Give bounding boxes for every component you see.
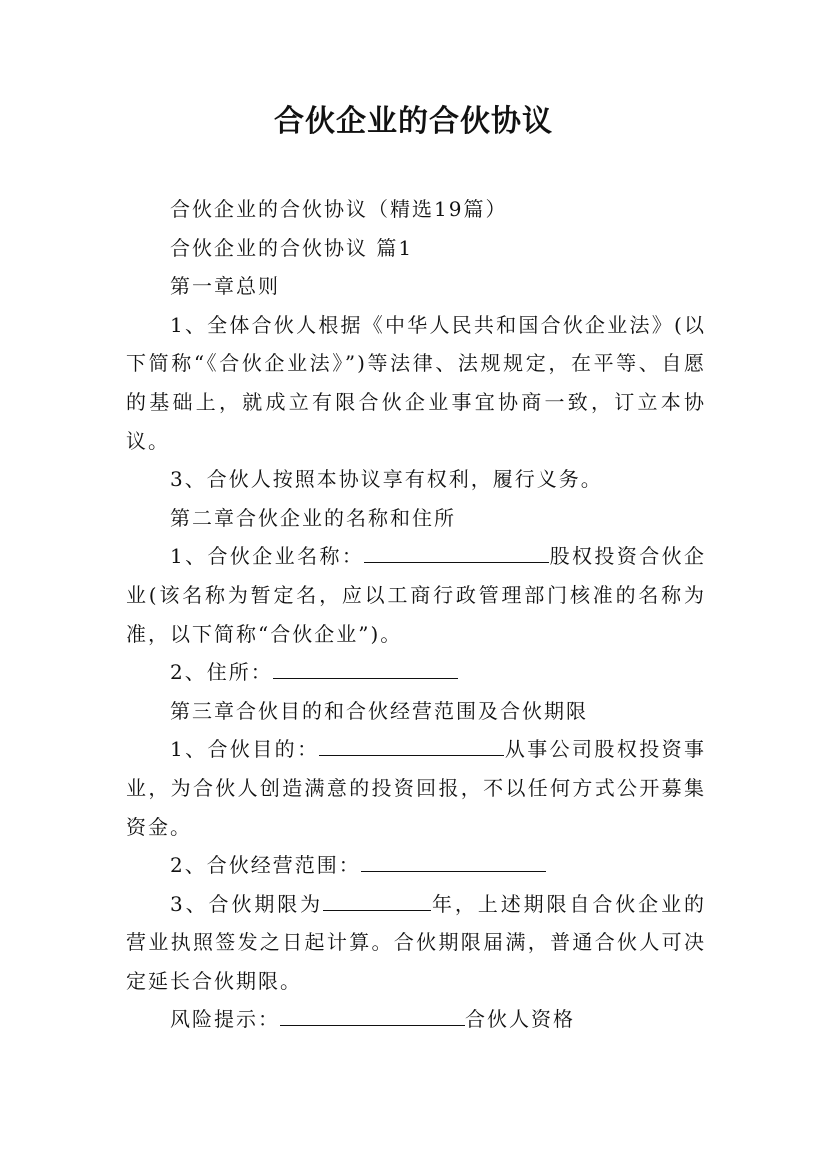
paragraph-clause-scope xyxy=(126,846,706,885)
document-title: 合伙企业的合伙协议 xyxy=(274,104,553,139)
paragraph-subtitle: 合伙企业的合伙协议（精选19篇） xyxy=(170,197,508,221)
clause-text: 3、合伙期限为 xyxy=(170,891,324,916)
paragraph-section-purpose: 第三章合伙目的和合伙经营范围及合伙期限 xyxy=(170,698,588,723)
fill-blank-line xyxy=(280,1001,465,1026)
paragraph-risk-notice xyxy=(126,1000,706,1039)
paragraph-section-name-address: 第二章合伙企业的名称和住所 xyxy=(170,505,456,530)
paragraph-clause-name xyxy=(126,537,706,653)
clause-text: 从事公司股权投资事业，为合伙人创造满意的投资回报，不以任何方式公开募集资金。 xyxy=(126,737,706,839)
paragraph-section-general: 第一章总则 xyxy=(170,274,280,299)
document-body xyxy=(126,190,706,1039)
clause-text: 2、合伙经营范围： xyxy=(170,853,361,878)
clause-text: 1、合伙目的： xyxy=(170,737,320,762)
clause-text: 1、合伙企业名称： xyxy=(170,544,365,569)
clause-text: 合伙人资格 xyxy=(465,1007,575,1032)
paragraph-clause-address xyxy=(126,653,706,692)
fill-blank-line xyxy=(364,538,549,563)
fill-blank-line xyxy=(323,886,431,911)
fill-blank-line xyxy=(361,847,546,872)
paragraph-chapter-heading: 合伙企业的合伙协议 篇1 xyxy=(170,235,414,260)
paragraph-clause-purpose xyxy=(126,730,706,846)
clause-text: 年，上述期限自合伙企业的营业执照签发之日起计算。合伙期限届满，普通合伙人可决定延长合伙期限。 xyxy=(126,891,706,993)
paragraph-clause: 1、全体合伙人根据《中华人民共和国合伙企业法》(以下简称“《合伙企业法》”)等法律、法规规定，在平等、自愿的基础上，就成立有限合伙企业事宜协商一致，订立本协议。 xyxy=(126,312,706,453)
paragraph-clause-term xyxy=(126,885,706,1001)
fill-blank-line xyxy=(319,731,504,756)
clause-text: 风险提示： xyxy=(170,1007,280,1032)
fill-blank-line xyxy=(273,654,458,679)
clause-text: 股权投资合伙企业(该名称为暂定名，应以工商行政管理部门核准的名称为准，以下简称“合伙企业”)。 xyxy=(126,544,706,646)
paragraph-clause: 3、合伙人按照本协议享有权利，履行义务。 xyxy=(170,467,603,492)
clause-text: 2、住所： xyxy=(170,660,273,685)
